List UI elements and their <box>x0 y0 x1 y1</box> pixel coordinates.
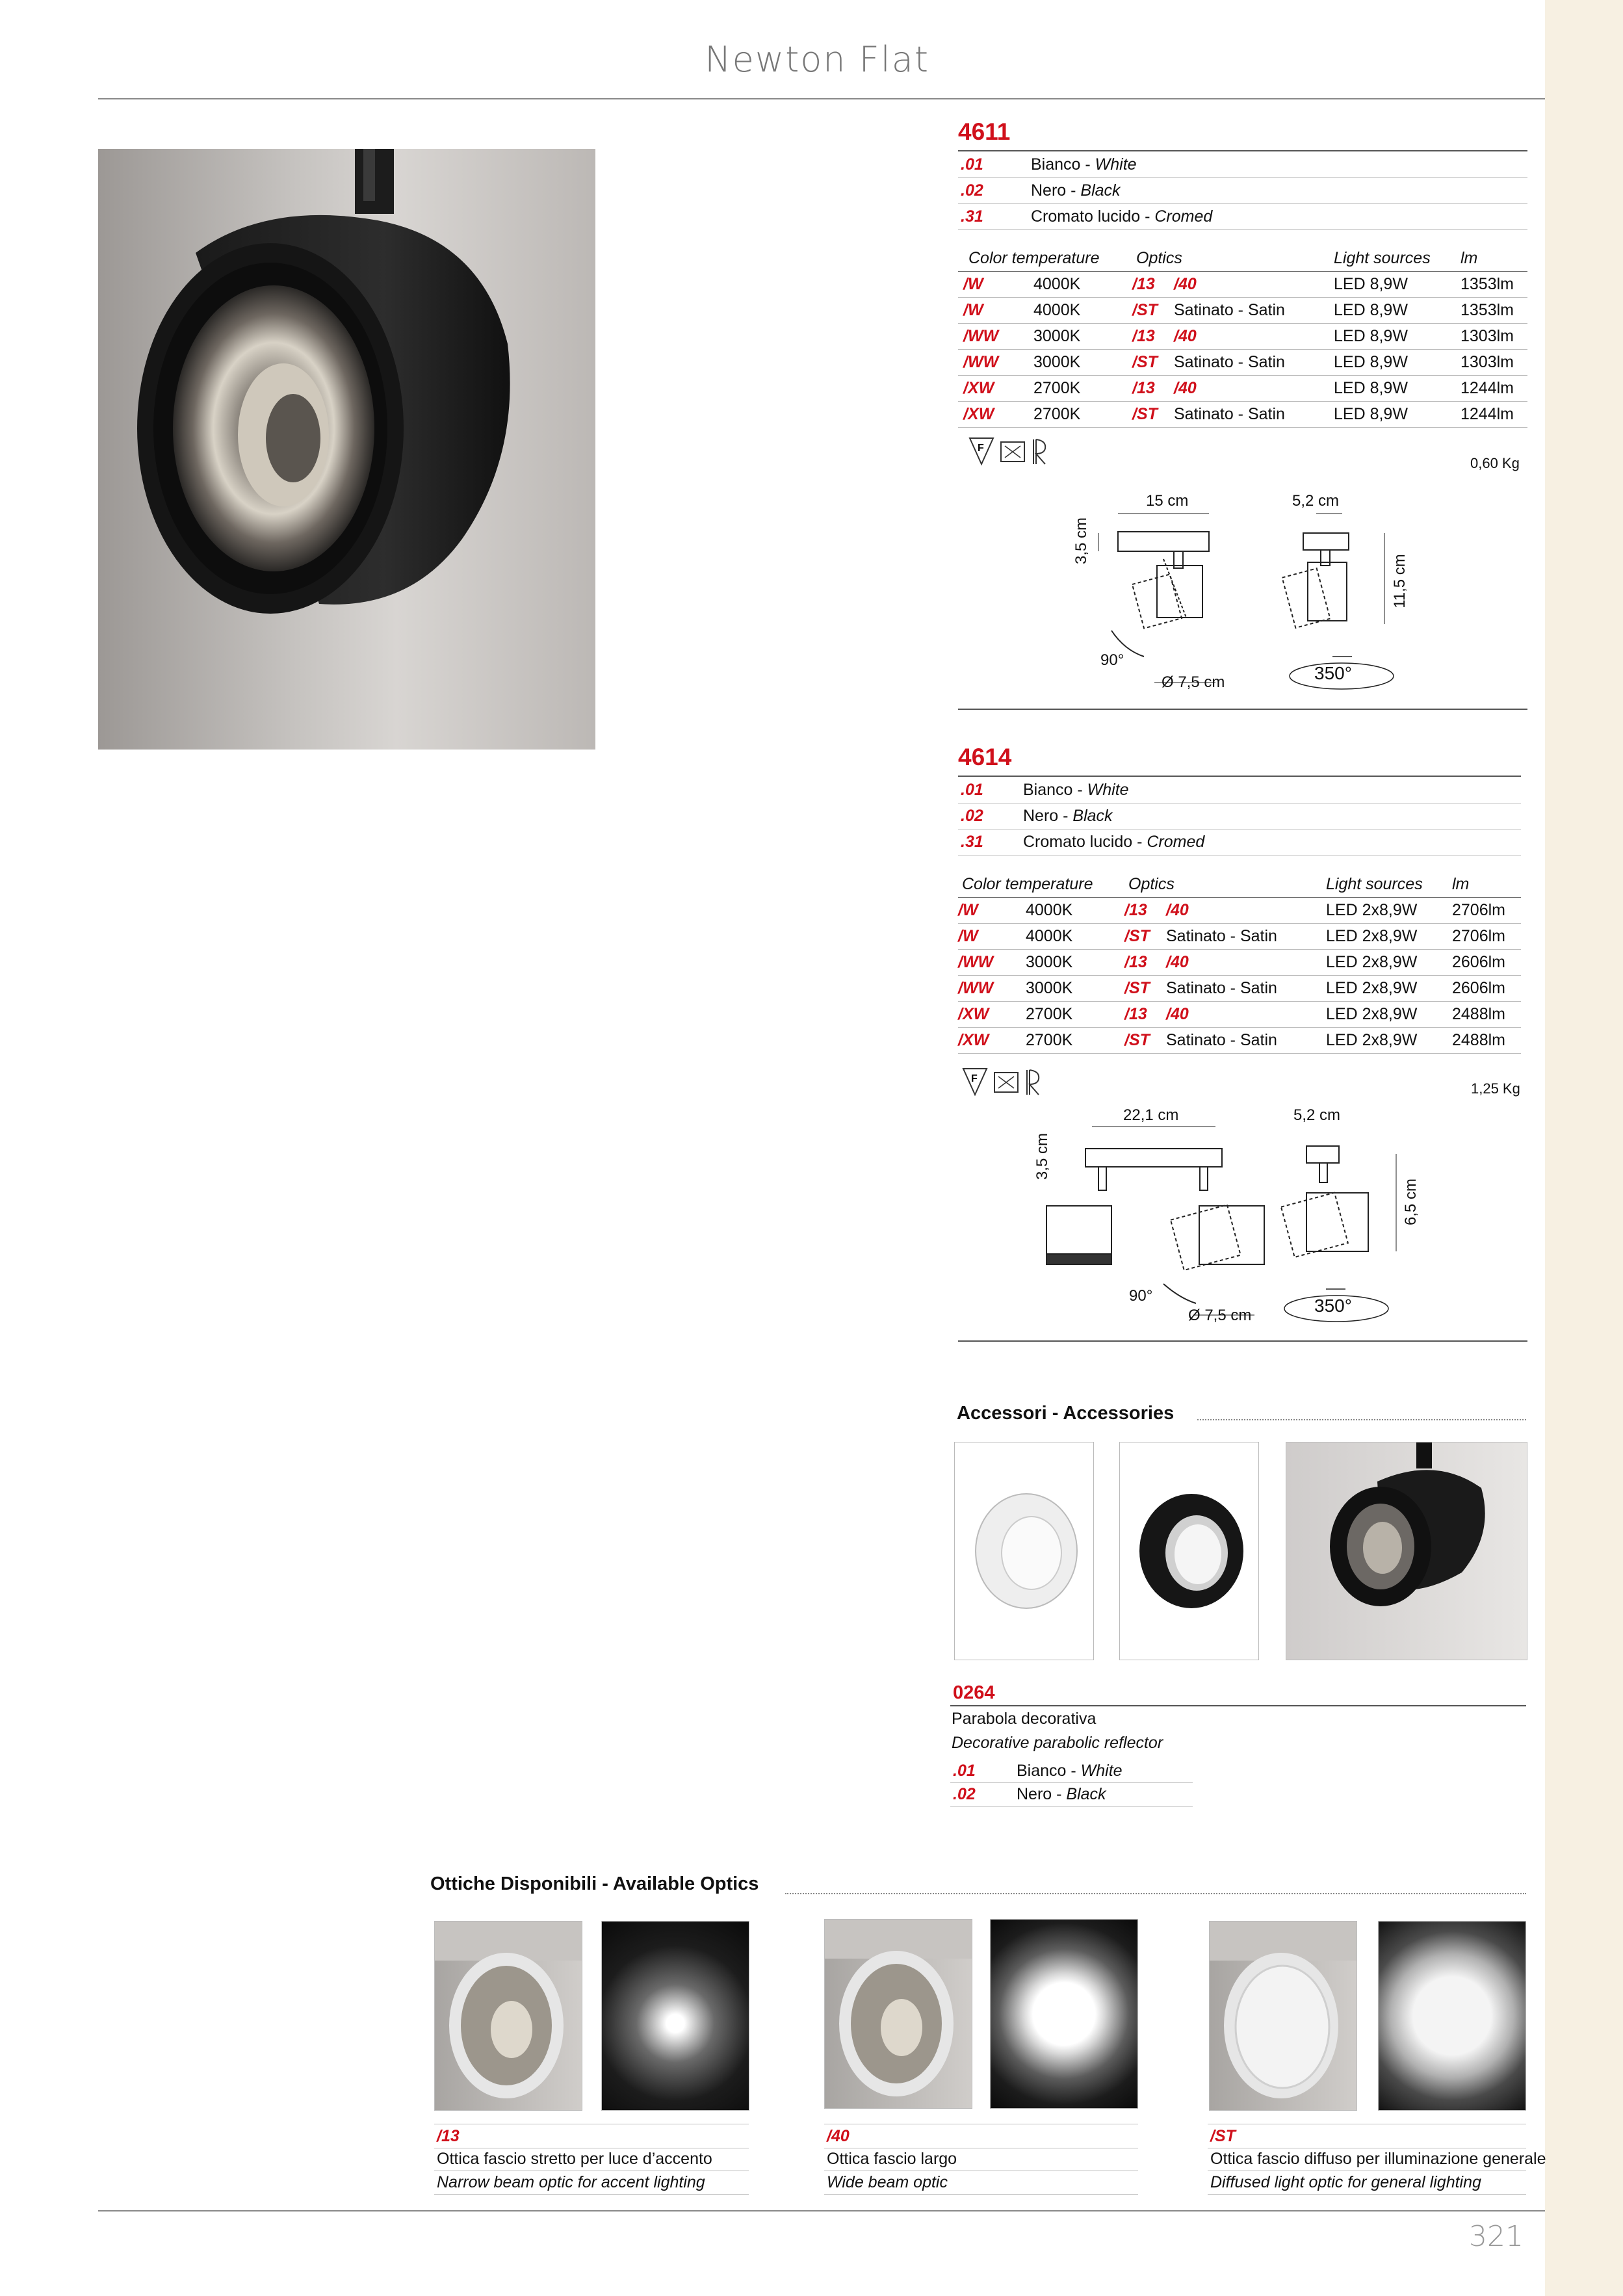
row-optic-code: /13 <box>1132 327 1155 345</box>
finish-row <box>958 177 1527 204</box>
dim-height: 6,5 cm <box>1402 1178 1420 1226</box>
product-code: 4614 <box>958 744 1012 770</box>
optic-desc-en: Diffused light optic for general lighting <box>1210 2173 1481 2191</box>
optic-beam-40 <box>990 1919 1138 2109</box>
row-light-source: LED 8,9W <box>1334 275 1408 293</box>
row-code: /XW <box>963 405 994 423</box>
svg-text:F: F <box>971 1073 978 1084</box>
optic-desc-it: Ottica fascio stretto per luce d’accento <box>437 2150 712 2168</box>
dim-rotation: 350° <box>1314 1296 1352 1316</box>
finish-row <box>958 203 1527 230</box>
page-title: Newton Flat <box>705 39 929 80</box>
row-light-source: LED 2x8,9W <box>1326 901 1418 919</box>
row-temperature: 3000K <box>1033 353 1081 371</box>
insulation-box-icon <box>994 1073 1018 1092</box>
finish-code: .02 <box>961 181 983 200</box>
row-optic-desc: /40 <box>1174 379 1197 397</box>
table-header: Color temperature Optics Light sources lm <box>958 871 1521 898</box>
finish-name: Bianco - White <box>1031 155 1137 174</box>
dim-height: 11,5 cm <box>1390 554 1409 608</box>
optic-caption <box>824 2171 1138 2195</box>
row-lumen: 2606lm <box>1452 979 1505 997</box>
dimension-drawing <box>1033 1106 1443 1329</box>
row-code: /W <box>958 927 978 945</box>
optic-desc-en: Narrow beam optic for accent lighting <box>437 2173 705 2191</box>
row-temperature: 2700K <box>1033 405 1081 423</box>
row-temperature: 4000K <box>1026 927 1073 945</box>
optic-caption <box>434 2147 749 2171</box>
side-color-band <box>1545 0 1623 2296</box>
row-light-source: LED 2x8,9W <box>1326 953 1418 971</box>
row-code: /WW <box>963 353 999 371</box>
finish-code: .01 <box>961 781 983 799</box>
row-optic-code: /ST <box>1132 301 1158 319</box>
row-optic-code: /13 <box>1124 1005 1147 1023</box>
finish-code: .02 <box>961 807 983 825</box>
optics-title: Ottiche Disponibili - Available Optics <box>430 1873 759 1894</box>
optic-caption <box>434 2171 749 2195</box>
accessory-code: 0264 <box>953 1682 995 1703</box>
row-light-source: LED 8,9W <box>1334 405 1408 423</box>
accessory-rule <box>950 1705 1526 1706</box>
row-lumen: 1353lm <box>1461 301 1514 319</box>
optic-caption <box>1208 2171 1526 2195</box>
finish-name: Bianco - White <box>1017 1762 1123 1780</box>
page-number: 321 <box>1469 2220 1524 2253</box>
row-code: /XW <box>958 1031 989 1049</box>
accessory-photo-white <box>954 1442 1094 1660</box>
product-weight: 0,60 Kg <box>1470 455 1520 471</box>
dim-rotation: 350° <box>1314 663 1352 683</box>
row-light-source: LED 8,9W <box>1334 353 1408 371</box>
dim-width: 15 cm <box>1146 492 1189 510</box>
finish-row <box>950 1759 1193 1783</box>
row-code: /XW <box>958 1005 989 1023</box>
optic-caption <box>1208 2124 1526 2148</box>
row-lumen: 2606lm <box>1452 953 1505 971</box>
row-optic-code: /ST <box>1124 979 1150 997</box>
optic-caption <box>434 2124 749 2148</box>
finish-name: Bianco - White <box>1023 781 1129 799</box>
row-lumen: 2488lm <box>1452 1005 1505 1023</box>
row-optic-desc: /40 <box>1174 327 1197 345</box>
svg-text:F: F <box>978 443 984 454</box>
row-code: /WW <box>958 979 994 997</box>
finish-row <box>958 803 1521 829</box>
rotation-mark-icon <box>1033 439 1045 464</box>
row-optic-desc: Satinato - Satin <box>1166 927 1277 945</box>
finish-name: Nero - Black <box>1023 807 1113 825</box>
row-temperature: 2700K <box>1026 1031 1073 1049</box>
row-light-source: LED 2x8,9W <box>1326 1005 1418 1023</box>
certification-icons <box>968 436 1072 468</box>
optic-desc-en: Wide beam optic <box>827 2173 948 2191</box>
dim-diameter: Ø 7,5 cm <box>1162 673 1225 691</box>
finish-code: .31 <box>961 207 983 226</box>
finish-row <box>958 829 1521 855</box>
row-optic-code: /13 <box>1124 901 1147 919</box>
optic-caption <box>824 2147 1138 2171</box>
finish-name: Cromato lucido - Cromed <box>1031 207 1213 226</box>
row-optic-code: /ST <box>1132 405 1158 423</box>
optic-caption <box>1208 2147 1546 2171</box>
row-temperature: 3000K <box>1026 979 1073 997</box>
dim-diameter: Ø 7,5 cm <box>1188 1307 1252 1324</box>
optic-beam-st <box>1378 1921 1526 2111</box>
row-code: /W <box>963 275 983 293</box>
finish-code: .02 <box>953 1785 976 1803</box>
row-temperature: 3000K <box>1026 953 1073 971</box>
row-temperature: 3000K <box>1033 327 1081 345</box>
row-lumen: 1353lm <box>1461 275 1514 293</box>
product-end-rule <box>958 709 1527 710</box>
accessory-desc-en: Decorative parabolic reflector <box>952 1734 1163 1752</box>
row-optic-code: /ST <box>1124 1031 1150 1049</box>
row-temperature: 4000K <box>1033 301 1081 319</box>
table-row <box>958 297 1527 324</box>
table-row <box>958 923 1521 950</box>
row-lumen: 2706lm <box>1452 927 1505 945</box>
finish-name: Nero - Black <box>1031 181 1121 200</box>
rotation-mark-icon <box>1027 1070 1039 1095</box>
row-light-source: LED 2x8,9W <box>1326 979 1418 997</box>
row-temperature: 4000K <box>1033 275 1081 293</box>
row-light-source: LED 8,9W <box>1334 379 1408 397</box>
product-photo <box>98 149 595 750</box>
finish-name: Nero - Black <box>1017 1785 1106 1803</box>
row-optic-desc: Satinato - Satin <box>1174 353 1285 371</box>
optics-divider <box>785 1893 1526 1894</box>
row-light-source: LED 2x8,9W <box>1326 927 1418 945</box>
row-code: /WW <box>963 327 999 345</box>
insulation-box-icon <box>1001 442 1024 462</box>
table-row <box>958 949 1521 976</box>
finish-code: .01 <box>961 155 983 174</box>
row-optic-code: /ST <box>1124 927 1150 945</box>
finish-code: .01 <box>953 1762 976 1780</box>
table-row <box>958 349 1527 376</box>
row-code: /W <box>958 901 978 919</box>
row-lumen: 2706lm <box>1452 901 1505 919</box>
row-optic-desc: /40 <box>1166 1005 1189 1023</box>
product-weight: 1,25 Kg <box>1471 1080 1520 1097</box>
certification-icons <box>962 1066 1066 1099</box>
spotlight-illustration <box>98 149 595 750</box>
optic-photo-st <box>1209 1921 1357 2111</box>
accessory-photo-black <box>1119 1442 1259 1660</box>
optic-photo-13 <box>434 1921 582 2111</box>
row-lumen: 1303lm <box>1461 353 1514 371</box>
dim-base-height: 3,5 cm <box>1033 1132 1052 1181</box>
optic-desc-it: Ottica fascio largo <box>827 2150 957 2168</box>
table-row <box>958 1027 1521 1054</box>
finish-name: Cromato lucido - Cromed <box>1023 833 1205 851</box>
finish-row <box>958 151 1527 178</box>
finish-code: .31 <box>961 833 983 851</box>
dim-depth: 5,2 cm <box>1293 1106 1341 1124</box>
row-light-source: LED 2x8,9W <box>1326 1031 1418 1049</box>
row-temperature: 2700K <box>1033 379 1081 397</box>
dimension-drawing <box>1072 492 1430 702</box>
dim-depth: 5,2 cm <box>1292 492 1340 510</box>
row-optic-desc: Satinato - Satin <box>1166 979 1277 997</box>
row-optic-code: /13 <box>1132 275 1155 293</box>
table-row <box>958 271 1527 298</box>
row-code: /WW <box>958 953 994 971</box>
dim-base-height: 3,5 cm <box>1072 517 1091 565</box>
accessories-divider <box>1197 1419 1526 1420</box>
optic-code: /40 <box>827 2127 850 2145</box>
row-code: /XW <box>963 379 994 397</box>
accessory-desc-it: Parabola decorativa <box>952 1710 1097 1728</box>
row-lumen: 2488lm <box>1452 1031 1505 1049</box>
table-row <box>958 1001 1521 1028</box>
finish-row <box>950 1782 1193 1807</box>
row-optic-desc: /40 <box>1166 953 1189 971</box>
accessories-title: Accessori - Accessories <box>957 1403 1175 1424</box>
row-light-source: LED 8,9W <box>1334 301 1408 319</box>
row-optic-desc: /40 <box>1174 275 1197 293</box>
row-optic-desc: Satinato - Satin <box>1174 301 1285 319</box>
header-rule <box>98 98 1545 99</box>
table-header: Color temperature Optics Light sources lm <box>958 245 1527 272</box>
row-optic-code: /ST <box>1132 353 1158 371</box>
product-code: 4611 <box>958 118 1011 145</box>
row-light-source: LED 8,9W <box>1334 327 1408 345</box>
table-row <box>958 401 1527 428</box>
optic-caption <box>824 2124 1138 2148</box>
row-lumen: 1303lm <box>1461 327 1514 345</box>
finish-row <box>958 777 1521 803</box>
f-mark-icon <box>963 1069 987 1095</box>
optic-code: /ST <box>1210 2127 1236 2145</box>
dim-width: 22,1 cm <box>1123 1106 1179 1124</box>
dim-tilt: 90° <box>1129 1287 1153 1305</box>
row-lumen: 1244lm <box>1461 405 1514 423</box>
optic-desc-it: Ottica fascio diffuso per illuminazione generale <box>1210 2150 1546 2168</box>
dim-tilt: 90° <box>1100 651 1124 669</box>
table-row <box>958 975 1521 1002</box>
row-optic-desc: Satinato - Satin <box>1166 1031 1277 1049</box>
product-end-rule <box>958 1340 1527 1342</box>
row-code: /W <box>963 301 983 319</box>
table-row <box>958 897 1521 924</box>
row-optic-desc: Satinato - Satin <box>1174 405 1285 423</box>
row-temperature: 2700K <box>1026 1005 1073 1023</box>
optic-photo-40 <box>824 1919 972 2109</box>
optic-beam-13 <box>601 1921 749 2111</box>
row-optic-code: /13 <box>1124 953 1147 971</box>
accessory-photo-mounted <box>1286 1442 1527 1660</box>
row-optic-desc: /40 <box>1166 901 1189 919</box>
table-row <box>958 375 1527 402</box>
table-row <box>958 323 1527 350</box>
row-temperature: 4000K <box>1026 901 1073 919</box>
f-mark-icon <box>970 438 993 464</box>
footer-rule <box>98 2210 1545 2211</box>
row-optic-code: /13 <box>1132 379 1155 397</box>
row-lumen: 1244lm <box>1461 379 1514 397</box>
optic-code: /13 <box>437 2127 460 2145</box>
